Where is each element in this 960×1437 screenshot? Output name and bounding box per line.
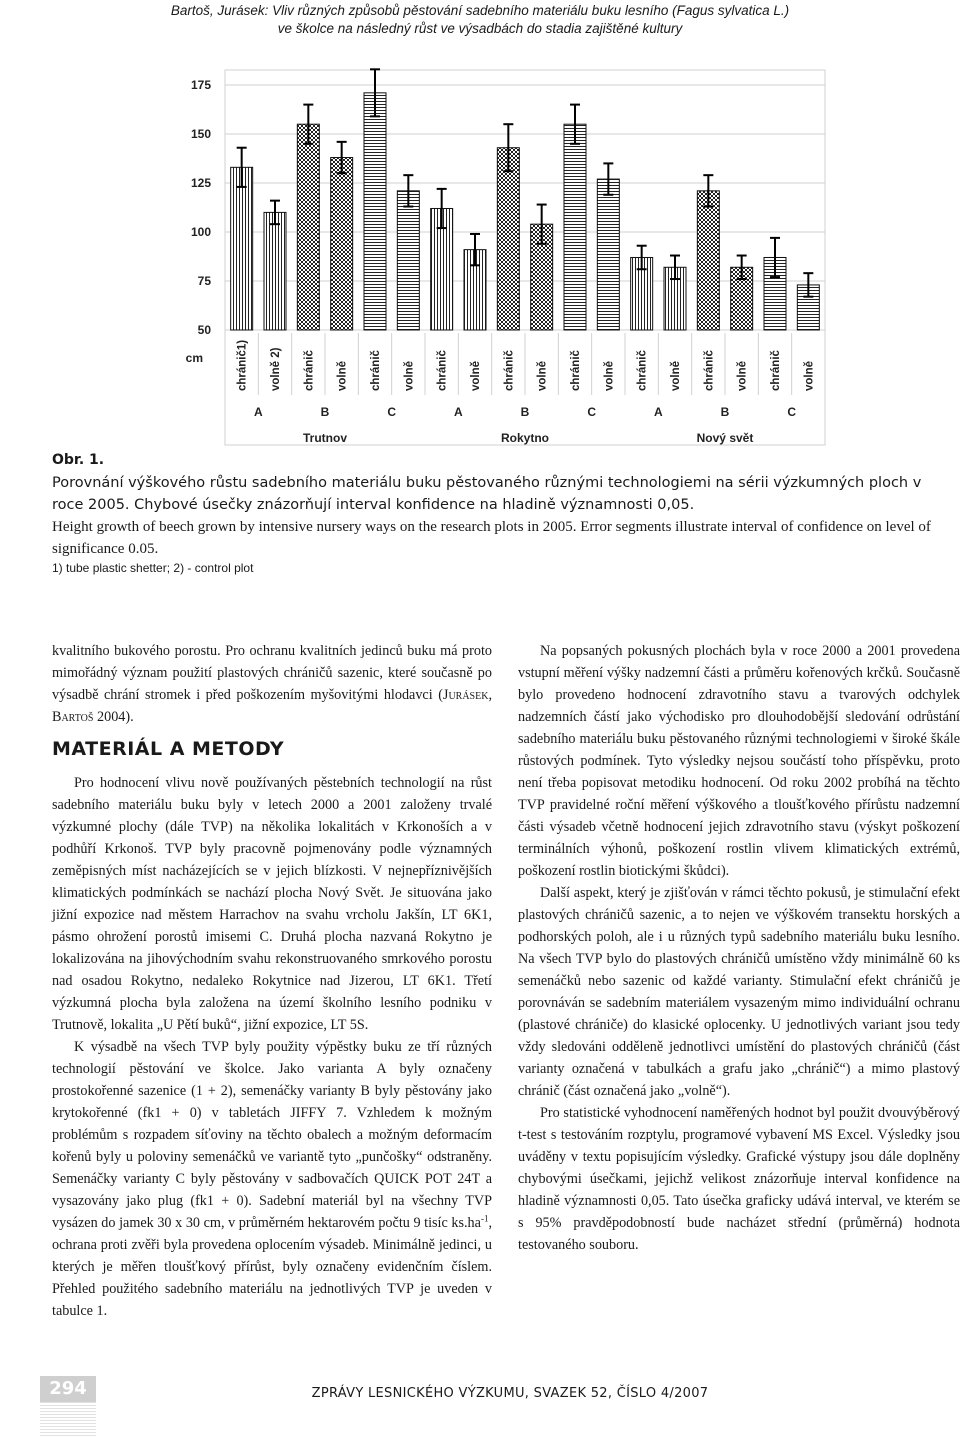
right-column [518, 640, 960, 1256]
variant-label: A [653, 405, 663, 419]
y-tick-label: 75 [197, 274, 211, 288]
variant-label: C [387, 405, 397, 419]
variant-label: B [520, 405, 530, 419]
text-span: , [488, 687, 492, 703]
location-label: Nový svět [696, 431, 754, 445]
chart-bar [331, 158, 353, 330]
y-tick-label: 175 [190, 78, 211, 92]
chart-bar [564, 124, 586, 330]
y-tick-label: 150 [190, 127, 211, 141]
text-span: , ochrana proti zvěři byla provedena oplocením výsadeb. Minimálně jedinci, u kterých je měřen tloušťkový přírůst, byly označeny evidenčním číslem. Přehled použitého sadebního materiálu na jednotlivých TVP je uveden v tabulce 1. [52, 1215, 492, 1319]
chart-bar [597, 179, 619, 330]
variant-label: A [453, 405, 463, 419]
variant-label: C [587, 405, 597, 419]
category-label: chránič1) [236, 339, 249, 391]
category-label: chránič [636, 350, 649, 391]
variant-label: A [253, 405, 263, 419]
left-column [52, 640, 492, 1322]
category-label: chránič [370, 350, 382, 391]
paragraph: Další aspekt, který je zjišťován v rámci těchto pokusů, je stimulační efekt plastových chráničů sazenic, a to nejen ve výškovém transektu horských a podhorských poloh, ale i u různých typů sadebního materiálu buku lesního. Na všech TVP bylo do plastových chráničů umístěno vždy minimálně 60 ks semenáčků nebo sazenic od každé varianty. Stimulační efekt chráničů je porovnáván se sadebním materiálem vysazeným mimo individuální ochranu (plastové chrániče) do klasické oplocenky. U jednotlivých variant jsou tedy vždy sledováni odděleně jednotlivci umístění do plastových chráničů (část varianty označená v tabulkách a grafu jako „chránič“) a mimo plastový chránič (část označená jako „volně“). [518, 885, 960, 1099]
category-label: volně [536, 360, 549, 391]
text-span: K výsadbě na všech TVP byly použity výpěstky buku ze tří různých technologií pěstování ve školce. Jako varianta A byly označeny prostokořenné sazenice (1 + 2), semenáčky varianty B byly pěstovány jako krytokořenné (fk1 + 0) v tabletách JIFFY 7. Vzhledem k možným problémům s rozpadem síťoviny na těchto obalech a možným deformacím kořenů byly u poloviny semenáčků ve variantě tyto „punčošky“ odstraněny. Semenáčky varianty C byly pěstovány v sadbovačích QUICK POT 24T a vysazovány jako plug (fk1 + 0). Sadební materiál byl na všechny TVP vysázen do jamek 30 x 30 cm, v průměrném hektarovém počtu 9 tisíc ks.ha [52, 1039, 492, 1231]
y-axis-label: cm [185, 351, 203, 365]
section-heading: MATERIÁL A METODY [52, 738, 285, 760]
paragraph: Na popsaných pokusných plochách byla v roce 2000 a 2001 provedena vstupní měření výšky nadzemní části a průměru kořenových krčků. Současně bylo provedeno hodnocení zdravotního stavu a tvarových odchylek nadzemních částí jako východisko pro dlouhodobější sledování odrůstání sadebního materiálu buku pěstovaného různými technologiemi v široké škále růstových podmínek. Tyto výsledky nejsou součástí toho příspěvku, proto není třeba popisovat metodiku hodnocení. Od roku 2002 probíhá na těchto TVP pravidelné roční měření výškového a tloušťkového přírůstu nadzemní části výsadeb včetně hodnocení jejich zdravotního stavu (výskyt poškození terminálních výhonů, poškození rostlin vlivem klimatických extrémů, poškození rostlin biotickými škůdci). [518, 643, 960, 879]
author-name: Bartoš [52, 709, 94, 725]
category-label: chránič [303, 350, 316, 391]
category-label: volně [336, 360, 349, 391]
category-label: chránič [503, 350, 516, 391]
variant-label: B [320, 405, 330, 419]
running-header [0, 2, 960, 38]
header-line-1: Bartoš, Jurásek: Vliv různých způsobů pěstování sadebního materiálu buku lesního (Fagus sylvatica L.) [170, 3, 790, 18]
category-label: chránič [770, 350, 782, 391]
category-label: volně [603, 360, 616, 391]
category-label: chránič [703, 350, 716, 391]
paragraph [52, 1036, 492, 1322]
page-number: 294 [40, 1376, 96, 1402]
chart-bar [231, 167, 253, 330]
y-tick-label: 125 [190, 176, 211, 190]
figure-caption-english: Height growth of beech grown by intensive nursery ways on the research plots in 2005. Error segments illustrate interval of confidence on level of significance 0.05. [52, 519, 931, 557]
header-line-2: ve školce na následný růst ve výsadbách do stadia zajištěné kultury [277, 21, 683, 36]
chart-bar [497, 148, 519, 330]
variant-label: C [787, 405, 797, 419]
category-label: volně [470, 360, 482, 391]
page-number-decoration [40, 1402, 96, 1436]
superscript: -1 [480, 1213, 489, 1224]
category-label: chránič [570, 350, 582, 391]
paragraph [52, 640, 492, 728]
figure-caption-czech: Porovnání výškového růstu sadebního materiálu buku pěstovaného různými technologiemi na sérii výzkumných ploch v roce 2005. Chybové úsečky znázorňují interval konfidence na hladině významnosti 0,05. [52, 475, 922, 513]
category-label: volně [803, 360, 816, 391]
y-tick-label: 100 [190, 225, 211, 239]
journal-footer: ZPRÁVY LESNICKÉHO VÝZKUMU, SVAZEK 52, ČÍSLO 4/2007 [311, 1386, 709, 1401]
category-label: volně [403, 360, 416, 391]
chart-bar [697, 191, 719, 330]
category-label: volně [736, 360, 749, 391]
text-span: kvalitního bukového porostu. Pro ochranu kvalitních jedinců buku má proto mimořádný význam použití plastových chráničů sazenic, které současně po výsadbě chrání stromek i před poškozením myšovitými hlodavci ( [52, 643, 492, 703]
category-label: chránič [436, 350, 449, 391]
location-label: Trutnov [303, 431, 347, 445]
height-growth-chart [185, 65, 830, 450]
y-tick-label: 50 [197, 323, 211, 337]
category-label: volně 2) [270, 347, 282, 391]
chart-bar [364, 93, 386, 330]
author-name: Jurásek [442, 687, 489, 703]
paragraph: Pro statistické vyhodnocení naměřených hodnot byl použit dvouvýběrový t-test s testováním rozptylu, programové vybavení MS Excel. Výsledky jsou uváděny v textu popisujícím výsledky. Grafické výstupy jsou dále doplněny chybovými úsečkami, jejichž velikost znázorňuje interval konfidence na hladině významnosti 0,05. Tato úsečka graficky udává interval, ve kterém se s 95% pravděpodobností bude nacházet střední (průměrná) hodnota testovaného souboru. [518, 1105, 960, 1253]
chart-bar [297, 124, 319, 330]
figure-footnote: 1) tube plastic shetter; 2) - control plot [52, 561, 254, 575]
text-span: 2004). [93, 709, 134, 725]
chart-bar [397, 191, 419, 330]
variant-label: B [720, 405, 730, 419]
figure-label: Obr. 1. [52, 452, 105, 468]
category-label: volně [670, 360, 682, 391]
chart-bar [264, 212, 286, 330]
paragraph: Pro hodnocení vlivu nově používaných pěstebních technologií na růst sadebního materiálu buku byly v letech 2000 a 2001 založeny trvalé výzkumné plochy (dále TVP) na několika lokalitách v Krkonoších a v podhůří Krkonoš. TVP byly pracovně pojmenovány podle významných zeměpisných míst nacházejících se v jejich blízkosti. V nejnepříznivějších klimatických podmínkách se nachází plocha Nový Svět. Je situována jako jižní expozice nad městem Harrachov na svahu vrcholu Jakšín, LT 6K1, pásmo ohrožení porostů imisemi C. Druhá plocha nazvaná Rokytno je lokalizována na jihovýchodním svahu rekonstruovaného smrkového porostu nad osadou Rokytno, nedaleko Rokytnice nad Jizerou, LT 6K1. Třetí výzkumná plocha byla založena na území školního lesního podniku v Trutnově, lokalita „U Pětí buků“, jižní expozice, LT 5S. [52, 775, 492, 1033]
location-label: Rokytno [501, 431, 549, 445]
